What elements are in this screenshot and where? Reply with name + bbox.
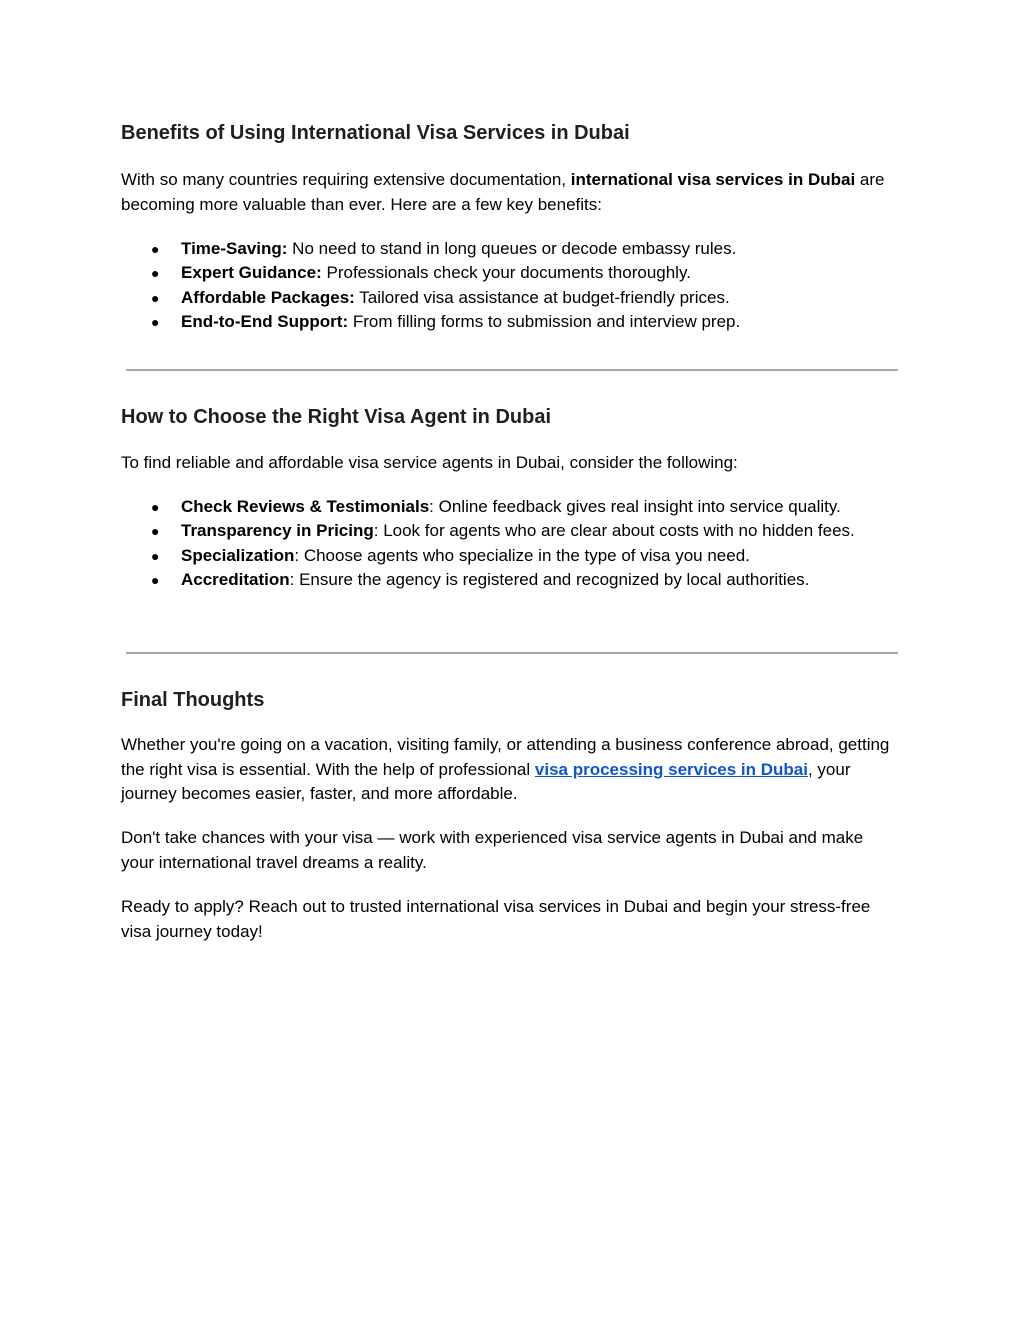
list-item — [121, 495, 899, 519]
bullet-icon: ● — [151, 241, 160, 257]
list-item-title: Transparency in Pricing — [181, 521, 374, 541]
list-item-title: Accreditation — [181, 569, 290, 589]
list-item-title: Time-Saving: — [181, 239, 288, 258]
section-heading-choose-agent: How to Choose the Right Visa Agent in Dubai — [121, 406, 552, 428]
list-item — [121, 519, 899, 543]
visa-processing-link[interactable]: visa processing services in Dubai — [534, 759, 808, 779]
bullet-icon: ● — [151, 289, 160, 306]
intro-bold-text: international visa services in Dubai — [570, 170, 856, 189]
bullet-icon: ● — [151, 547, 160, 564]
list-item-title: Expert Guidance: — [181, 263, 322, 283]
benefits-list — [121, 237, 899, 334]
list-item-text: No need to stand in long queues or decode embassy rules. — [287, 239, 737, 258]
paragraph-text: Whether you're going on a vacation, visiting family, or attending a business conference abroad, getting the right visa is essential. With the help of professional — [121, 735, 890, 779]
bullet-icon: ● — [151, 571, 160, 588]
list-item-text: : Look for agents who are clear about costs with no hidden fees. — [373, 521, 855, 541]
list-item-text: Tailored visa assistance at budget-friendly prices. — [354, 287, 730, 307]
final-paragraph-2: Don't take chances with your visa — work with experienced visa service agents in Dubai and make your international travel dreams a reality. — [121, 828, 864, 872]
final-paragraph-1 — [121, 733, 899, 807]
bullet-icon: ● — [151, 313, 160, 330]
list-item — [121, 544, 899, 568]
horizontal-divider — [126, 652, 898, 654]
choose-agent-list — [121, 495, 899, 592]
list-item-title: Specialization — [181, 545, 295, 565]
list-item-text: : Choose agents who specialize in the type of visa you need. — [294, 545, 750, 565]
final-paragraph-3: Ready to apply? Reach out to trusted international visa services in Dubai and begin your stress-free visa journey today! — [121, 897, 871, 941]
list-item — [121, 286, 899, 310]
list-item-text: : Ensure the agency is registered and recognized by local authorities. — [289, 569, 810, 589]
benefits-intro — [121, 168, 899, 217]
horizontal-divider — [126, 369, 898, 371]
list-item-title: Affordable Packages: — [181, 287, 355, 307]
bullet-icon: ● — [151, 523, 160, 540]
choose-agent-intro: To find reliable and affordable visa service agents in Dubai, consider the following: — [121, 453, 738, 472]
list-item-text: : Online feedback gives real insight into service quality. — [429, 497, 841, 516]
list-item-title: Check Reviews & Testimonials — [181, 497, 430, 516]
list-item — [121, 261, 899, 285]
list-item — [121, 237, 899, 261]
list-item-text: From filling forms to submission and interview prep. — [348, 311, 741, 331]
intro-text-end: are becoming more valuable than ever. Here are a few key benefits: — [121, 170, 885, 214]
list-item — [121, 568, 899, 592]
bullet-icon: ● — [151, 265, 160, 282]
bullet-icon: ● — [151, 499, 160, 515]
list-item-title: End-to-End Support: — [181, 311, 349, 331]
list-item-text: Professionals check your documents thoroughly. — [321, 263, 691, 283]
section-heading-benefits: Benefits of Using International Visa Services in Dubai — [121, 122, 630, 144]
intro-text: With so many countries requiring extensive documentation, — [121, 170, 571, 189]
list-item — [121, 310, 899, 334]
section-heading-final-thoughts: Final Thoughts — [121, 689, 265, 711]
paragraph-text-end: , your journey becomes easier, faster, and more affordable. — [121, 759, 851, 803]
